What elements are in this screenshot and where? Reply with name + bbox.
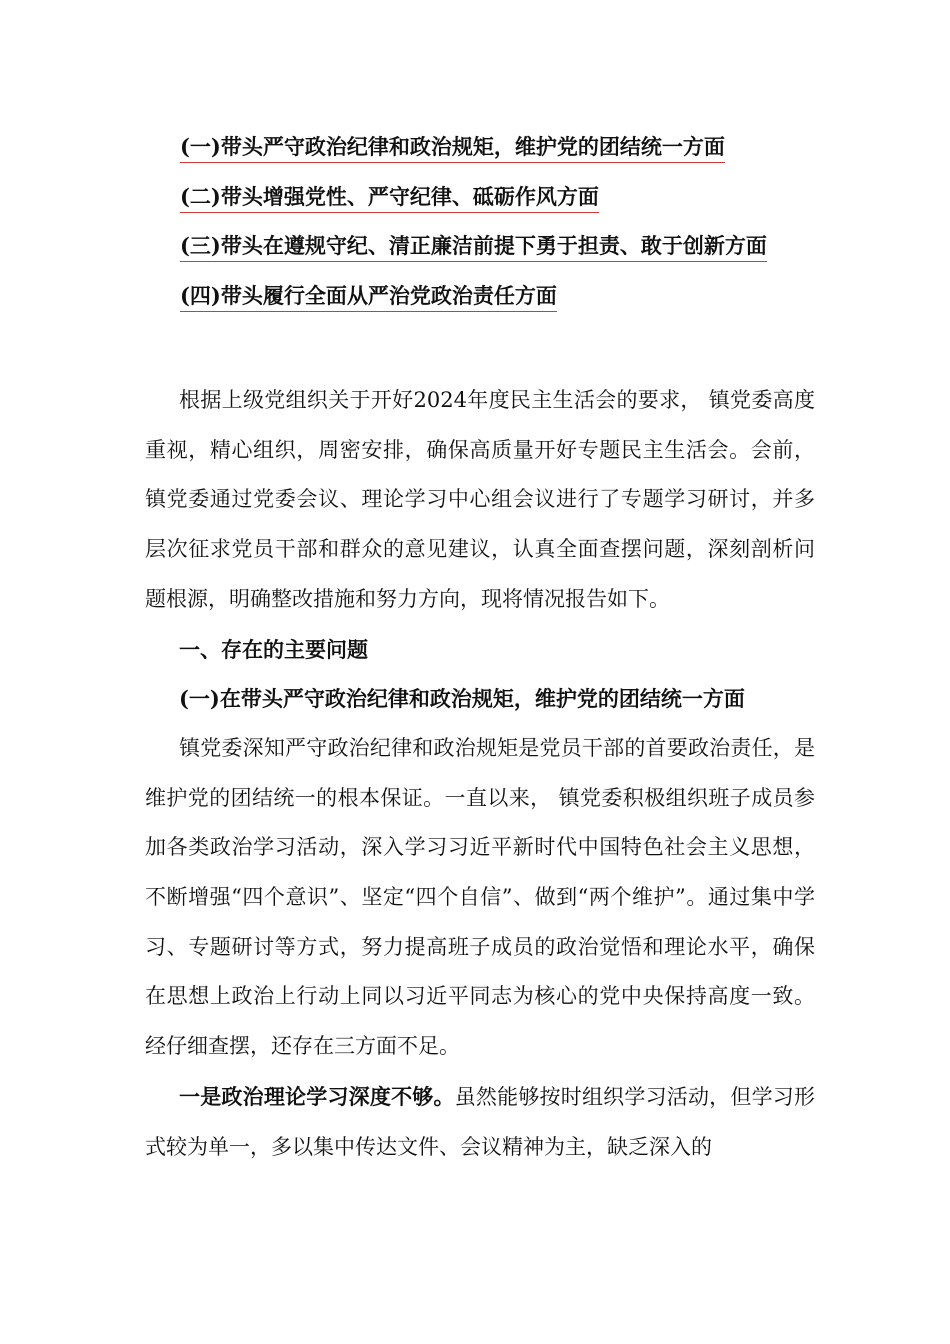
toc-item-label[interactable]: (一)带头严守政治纪律和政治规矩，维护党的团结统一方面 [180, 133, 725, 163]
table-of-contents [180, 133, 860, 331]
document-body [145, 376, 815, 1172]
intro-paragraph: 根据上级党组织关于开好2024年度民主生活会的要求， 镇党委高度重视，精心组织，周密安排，确保高质量开好专题民主生活会。会前，镇党委通过党委会议、理论学习中心组会议进行了专题学习研讨，并多层次征求党员干部和群众的意见建议，认真全面查摆问题，深刻剖析问题根源，明确整改措施和努力方向，现将情况报告如下。 [145, 388, 815, 611]
toc-item-label[interactable]: (四)带头履行全面从严治党政治责任方面 [180, 282, 557, 312]
point-lead: 一是政治理论学习深度不够。 [179, 1083, 455, 1109]
point-body: 虽然能够按时组织学习活动，但学习形式较为单一，多以集中传达文件、会议精神为主，缺乏深入的 [145, 1084, 816, 1159]
toc-item-label[interactable]: (二)带头增强党性、严守纪律、砥砺作风方面 [180, 183, 599, 213]
section-heading: 一、存在的主要问题 [179, 636, 368, 662]
subsection-paragraph: 镇党委深知严守政治纪律和政治规矩是党员干部的首要政治责任，是维护党的团结统一的根本保证。一直以来， 镇党委积极组织班子成员参加各类政治学习活动，深入学习习近平新时代中国特色社会主义思想，不断增强“四个意识”、坚定“四个自信”、做到“两个维护”。通过集中学习、专题研讨等方式，努力提高班子成员的政治觉悟和理论水平，确保在思想上政治上行动上同以习近平同志为核心的党中央保持高度一致。经仔细查摆，还存在三方面不足。 [145, 735, 815, 1059]
toc-item-label[interactable]: (三)带头在遵规守纪、清正廉洁前提下勇于担责、敢于创新方面 [180, 232, 767, 262]
toc-item[interactable] [180, 232, 860, 282]
point-paragraph [145, 1072, 815, 1172]
toc-item[interactable] [180, 282, 860, 332]
toc-item[interactable] [180, 183, 860, 233]
subsection-heading: (一)在带头严守政治纪律和政治规矩，维护党的团结统一方面 [179, 686, 745, 712]
toc-item[interactable] [180, 133, 860, 183]
